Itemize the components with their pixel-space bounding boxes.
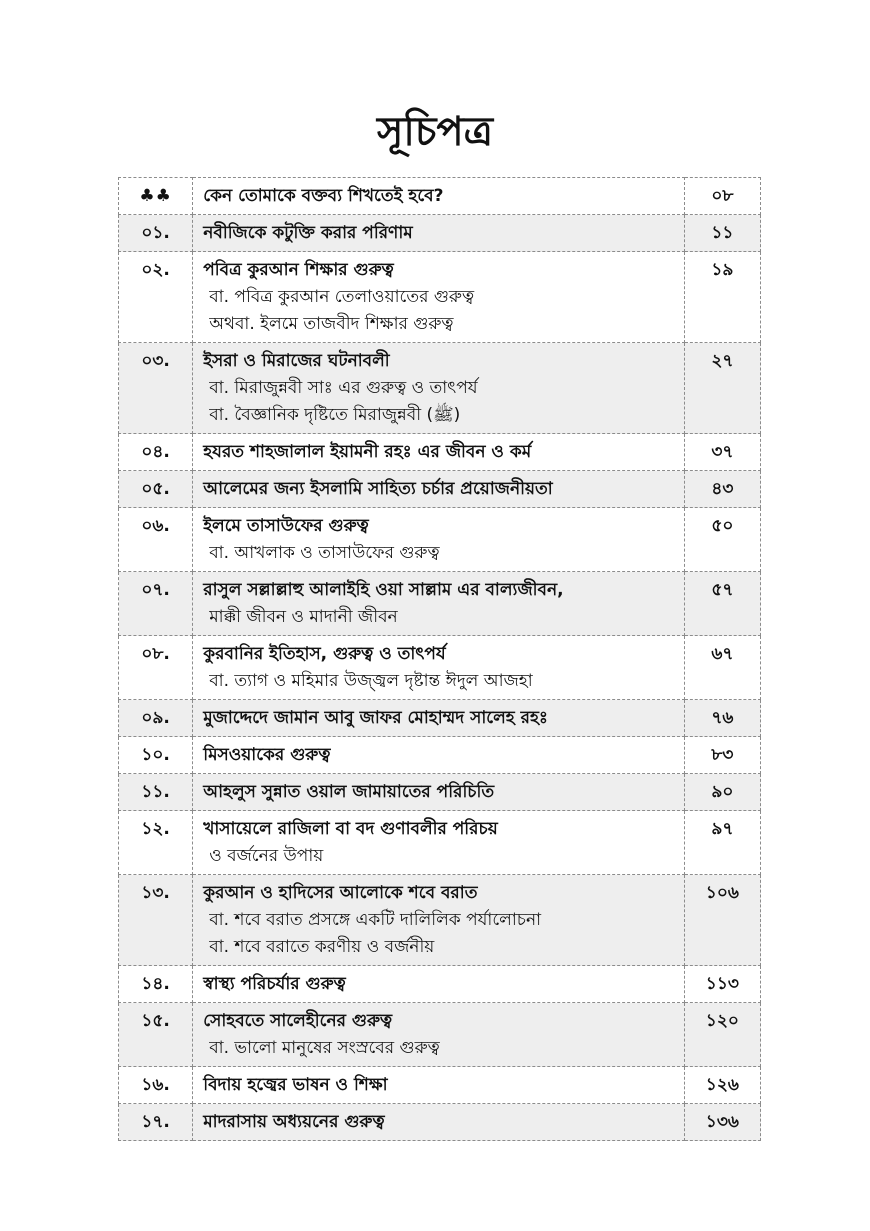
chapter-number: ১৫. bbox=[119, 1003, 193, 1067]
chapter-subtitle: বা. মিরাজুন্নবী সাঃ এর গুরুত্ব ও তাৎপর্য bbox=[209, 378, 478, 398]
page-number: ১২৬ bbox=[684, 1067, 760, 1104]
toc-row bbox=[119, 343, 761, 434]
chapter-title: সোহবতে সালেহীনের গুরুত্ব bbox=[203, 1011, 393, 1031]
chapter-title: ইসরা ও মিরাজের ঘটনাবলী bbox=[203, 351, 390, 371]
chapter-number: ০৬. bbox=[119, 508, 193, 572]
chapter-title-cell bbox=[193, 636, 685, 700]
page-number: ৫৭ bbox=[684, 572, 760, 636]
chapter-number: ০৫. bbox=[119, 471, 193, 508]
page-number: ৪৩ bbox=[684, 471, 760, 508]
chapter-subtitle: বা. পবিত্র কুরআন তেলাওয়াতের গুরুত্ব bbox=[209, 287, 475, 307]
chapter-title: বিদায় হজ্বের ভাষন ও শিক্ষা bbox=[203, 1075, 388, 1095]
page-number: ৩৭ bbox=[684, 434, 760, 471]
chapter-subtitle: অথবা. ইলমে তাজবীদ শিক্ষার গুরুত্ব bbox=[209, 314, 454, 334]
toc-row bbox=[119, 252, 761, 343]
toc-row bbox=[119, 215, 761, 252]
chapter-title: মুজাদ্দেদে জামান আবু জাফর মোহাম্মদ সালেহ রহঃ bbox=[203, 708, 548, 728]
chapter-number: ০৮. bbox=[119, 636, 193, 700]
chapter-title-cell bbox=[193, 343, 685, 434]
chapter-title-cell bbox=[193, 700, 685, 737]
toc-row bbox=[119, 966, 761, 1003]
chapter-number: ১১. bbox=[119, 774, 193, 811]
page-title: সূচিপত্র bbox=[377, 108, 493, 155]
chapter-number: ০৪. bbox=[119, 434, 193, 471]
toc-row bbox=[119, 434, 761, 471]
toc-row bbox=[119, 811, 761, 875]
chapter-subtitle: বা. শবে বরাতে করণীয় ও বর্জনীয় bbox=[209, 937, 435, 957]
chapter-subtitle: বা. বৈজ্ঞানিক দৃষ্টিতে মিরাজুন্নবী (ﷺ) bbox=[209, 405, 461, 425]
chapter-title: কুরআন ও হাদিসের আলোকে শবে বরাত bbox=[203, 883, 478, 903]
chapter-title: কুরবানির ইতিহাস, গুরুত্ব ও তাৎপর্য bbox=[203, 644, 446, 664]
chapter-title-cell bbox=[193, 434, 685, 471]
contents-table-body bbox=[119, 178, 761, 1141]
chapter-subtitle: বা. আখলাক ও তাসাউফের গুরুত্ব bbox=[209, 543, 440, 563]
chapter-title-cell bbox=[193, 215, 685, 252]
page-number: ৮৩ bbox=[684, 737, 760, 774]
chapter-title: নবীজিকে কটুক্তি করার পরিণাম bbox=[203, 223, 413, 243]
chapter-subtitle: বা. শবে বরাত প্রসঙ্গে একটি দালিলিক পর্যালোচনা bbox=[209, 910, 542, 930]
chapter-title-cell bbox=[193, 875, 685, 966]
page-number: ২৭ bbox=[684, 343, 760, 434]
toc-row bbox=[119, 774, 761, 811]
chapter-title-cell bbox=[193, 1104, 685, 1141]
page-number: ১৯ bbox=[684, 252, 760, 343]
toc-row bbox=[119, 1104, 761, 1141]
chapter-title-cell bbox=[193, 811, 685, 875]
chapter-title: হযরত শাহজালাল ইয়ামনী রহঃ এর জীবন ও কর্ম bbox=[203, 442, 532, 462]
chapter-number: ০১. bbox=[119, 215, 193, 252]
chapter-title: মাদরাসায় অধ্যয়নের গুরুত্ব bbox=[203, 1112, 385, 1132]
chapter-title: স্বাস্থ্য পরিচর্যার গুরুত্ব bbox=[203, 974, 346, 994]
toc-row bbox=[119, 508, 761, 572]
chapter-number: ১৪. bbox=[119, 966, 193, 1003]
chapter-title-cell bbox=[193, 737, 685, 774]
page-number: ৭৬ bbox=[684, 700, 760, 737]
chapter-subtitle: বা. ত্যাগ ও মহিমার উজ্জ্বল দৃষ্টান্ত ঈদুল আজহা bbox=[209, 671, 533, 691]
toc-row bbox=[119, 178, 761, 215]
chapter-title: আলেমের জন্য ইসলামি সাহিত্য চর্চার প্রয়োজনীয়তা bbox=[203, 479, 553, 499]
chapter-title-cell bbox=[193, 252, 685, 343]
chapter-title: আহলুস সুন্নাত ওয়াল জামায়াতের পরিচিতি bbox=[203, 782, 495, 802]
chapter-number: ১৬. bbox=[119, 1067, 193, 1104]
toc-row bbox=[119, 875, 761, 966]
chapter-title-cell bbox=[193, 508, 685, 572]
chapter-title-cell bbox=[193, 572, 685, 636]
page-number: ৯০ bbox=[684, 774, 760, 811]
page-number: ১১৩ bbox=[684, 966, 760, 1003]
toc-row bbox=[119, 737, 761, 774]
chapter-title: কেন তোমাকে বক্তব্য শিখতেই হবে? bbox=[203, 186, 444, 206]
chapter-title-cell bbox=[193, 178, 685, 215]
chapter-title: ইলমে তাসাউফের গুরুত্ব bbox=[203, 516, 369, 536]
chapter-subtitle: ও বর্জনের উপায় bbox=[209, 846, 324, 866]
page-number: ৫০ bbox=[684, 508, 760, 572]
chapter-number: ০৩. bbox=[119, 343, 193, 434]
toc-row bbox=[119, 700, 761, 737]
chapter-number: ১৩. bbox=[119, 875, 193, 966]
page-number: ৯৭ bbox=[684, 811, 760, 875]
contents-table bbox=[118, 177, 761, 1141]
chapter-title: পবিত্র কুরআন শিক্ষার গুরুত্ব bbox=[203, 260, 394, 280]
chapter-title: মিসওয়াকের গুরুত্ব bbox=[203, 745, 331, 765]
chapter-title: খাসায়েলে রাজিলা বা বদ গুণাবলীর পরিচয় bbox=[203, 819, 498, 839]
chapter-number: ১২. bbox=[119, 811, 193, 875]
page-number: ১০৬ bbox=[684, 875, 760, 966]
chapter-subtitle: বা. ভালো মানুষের সংস্রবের গুরুত্ব bbox=[209, 1038, 440, 1058]
toc-row bbox=[119, 572, 761, 636]
toc-row bbox=[119, 636, 761, 700]
chapter-title-cell bbox=[193, 966, 685, 1003]
chapter-title-cell bbox=[193, 774, 685, 811]
page-number: ১৩৬ bbox=[684, 1104, 760, 1141]
chapter-number: ০৭. bbox=[119, 572, 193, 636]
chapter-title-cell bbox=[193, 1067, 685, 1104]
chapter-subtitle: মাক্কী জীবন ও মাদানী জীবন bbox=[209, 607, 398, 627]
toc-row bbox=[119, 1003, 761, 1067]
chapter-number: ০২. bbox=[119, 252, 193, 343]
toc-row bbox=[119, 1067, 761, 1104]
clubs-icon: ♣♣ bbox=[119, 178, 193, 215]
chapter-title-cell bbox=[193, 1003, 685, 1067]
chapter-number: ১৭. bbox=[119, 1104, 193, 1141]
page-number: ১১ bbox=[684, 215, 760, 252]
toc-row bbox=[119, 471, 761, 508]
chapter-title: রাসুল সল্লাল্লাহু আলাইহি ওয়া সাল্লাম এর বাল্যজীবন, bbox=[203, 580, 564, 600]
chapter-number: ১০. bbox=[119, 737, 193, 774]
page-number: ৬৭ bbox=[684, 636, 760, 700]
chapter-number: ০৯. bbox=[119, 700, 193, 737]
page-number: ১২০ bbox=[684, 1003, 760, 1067]
chapter-title-cell bbox=[193, 471, 685, 508]
page-number: ০৮ bbox=[684, 178, 760, 215]
